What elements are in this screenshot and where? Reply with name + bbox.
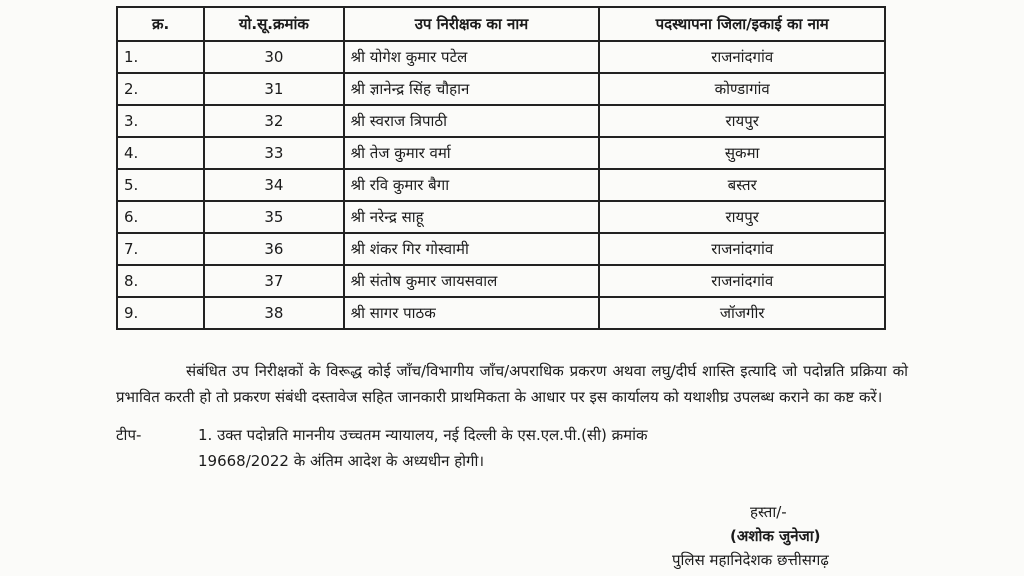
cell-yosu: 33 (204, 137, 343, 169)
signatory-name: (अशोक जुनेजा) (730, 527, 821, 545)
cell-name: श्री ज्ञानेन्द्र सिंह चौहान (344, 73, 600, 105)
cell-yosu: 36 (204, 233, 343, 265)
cell-serial: 6. (117, 201, 204, 233)
cell-name: श्री योगेश कुमार पटेल (344, 41, 600, 73)
cell-district: कोण्डागांव (599, 73, 885, 105)
header-yosu-number: यो.सू.क्रमांक (204, 7, 343, 41)
cell-serial: 5. (117, 169, 204, 201)
cell-serial: 4. (117, 137, 204, 169)
officer-posting-table (116, 6, 886, 330)
cell-yosu: 31 (204, 73, 343, 105)
table-row (117, 233, 885, 265)
table-row (117, 41, 885, 73)
cell-name: श्री शंकर गिर गोस्वामी (344, 233, 600, 265)
signatory-designation: पुलिस महानिदेशक छत्तीसगढ़ (672, 551, 829, 569)
cell-district: राजनांदगांव (599, 233, 885, 265)
cell-yosu: 32 (204, 105, 343, 137)
cell-name: श्री रवि कुमार बैगा (344, 169, 600, 201)
cell-name: श्री संतोष कुमार जायसवाल (344, 265, 600, 297)
cell-name: श्री तेज कुमार वर्मा (344, 137, 600, 169)
table-row (117, 201, 885, 233)
cell-name: श्री नरेन्द्र साहू (344, 201, 600, 233)
cell-serial: 9. (117, 297, 204, 329)
header-posting-district: पदस्थापना जिला/इकाई का नाम (599, 7, 885, 41)
header-officer-name: उप निरीक्षक का नाम (344, 7, 600, 41)
cell-yosu: 30 (204, 41, 343, 73)
cell-serial: 1. (117, 41, 204, 73)
cell-district: सुकमा (599, 137, 885, 169)
cell-yosu: 35 (204, 201, 343, 233)
cell-district: बस्तर (599, 169, 885, 201)
cell-serial: 8. (117, 265, 204, 297)
header-serial: क्र. (117, 7, 204, 41)
cell-yosu: 38 (204, 297, 343, 329)
table-row (117, 265, 885, 297)
note-line-1: 1. उक्त पदोन्नति माननीय उच्चतम न्यायालय, नई दिल्ली के एस.एल.पी.(सी) क्रमांक (198, 426, 648, 444)
table-row (117, 169, 885, 201)
cell-serial: 3. (117, 105, 204, 137)
body-paragraph: संबंधित उप निरीक्षकों के विरूद्ध कोई जाँच/विभागीय जाँच/अपराधिक प्रकरण अथवा लघु/दीर्घ शास्ति इत्यादि जो पदोन्नति प्रक्रिया को प्रभावित करती हो तो प्रकरण संबंधी दस्तावेज सहित जानकारी प्राथमिकता के आधार पर इस कार्यालय को यथाशीघ्र उपलब्ध कराने का कष्ट करें। (116, 362, 908, 406)
note-line-2: 19668/2022 के अंतिम आदेश के अध्यधीन होगी। (198, 452, 485, 470)
signature-block (660, 500, 940, 572)
table-header-row (117, 7, 885, 41)
cell-name: श्री सागर पाठक (344, 297, 600, 329)
table-row (117, 105, 885, 137)
signed-mark: हस्ता/- (750, 503, 787, 521)
cell-name: श्री स्वराज त्रिपाठी (344, 105, 600, 137)
table-row (117, 73, 885, 105)
table-row (117, 137, 885, 169)
cell-yosu: 34 (204, 169, 343, 201)
cell-serial: 7. (117, 233, 204, 265)
cell-district: रायपुर (599, 201, 885, 233)
cell-district: रायपुर (599, 105, 885, 137)
cell-district: राजनांदगांव (599, 265, 885, 297)
cell-yosu: 37 (204, 265, 343, 297)
cell-district: जॉजगीर (599, 297, 885, 329)
table-row (117, 297, 885, 329)
note-label: टीप- (116, 426, 142, 444)
cell-serial: 2. (117, 73, 204, 105)
cell-district: राजनांदगांव (599, 41, 885, 73)
note-text (198, 422, 904, 474)
